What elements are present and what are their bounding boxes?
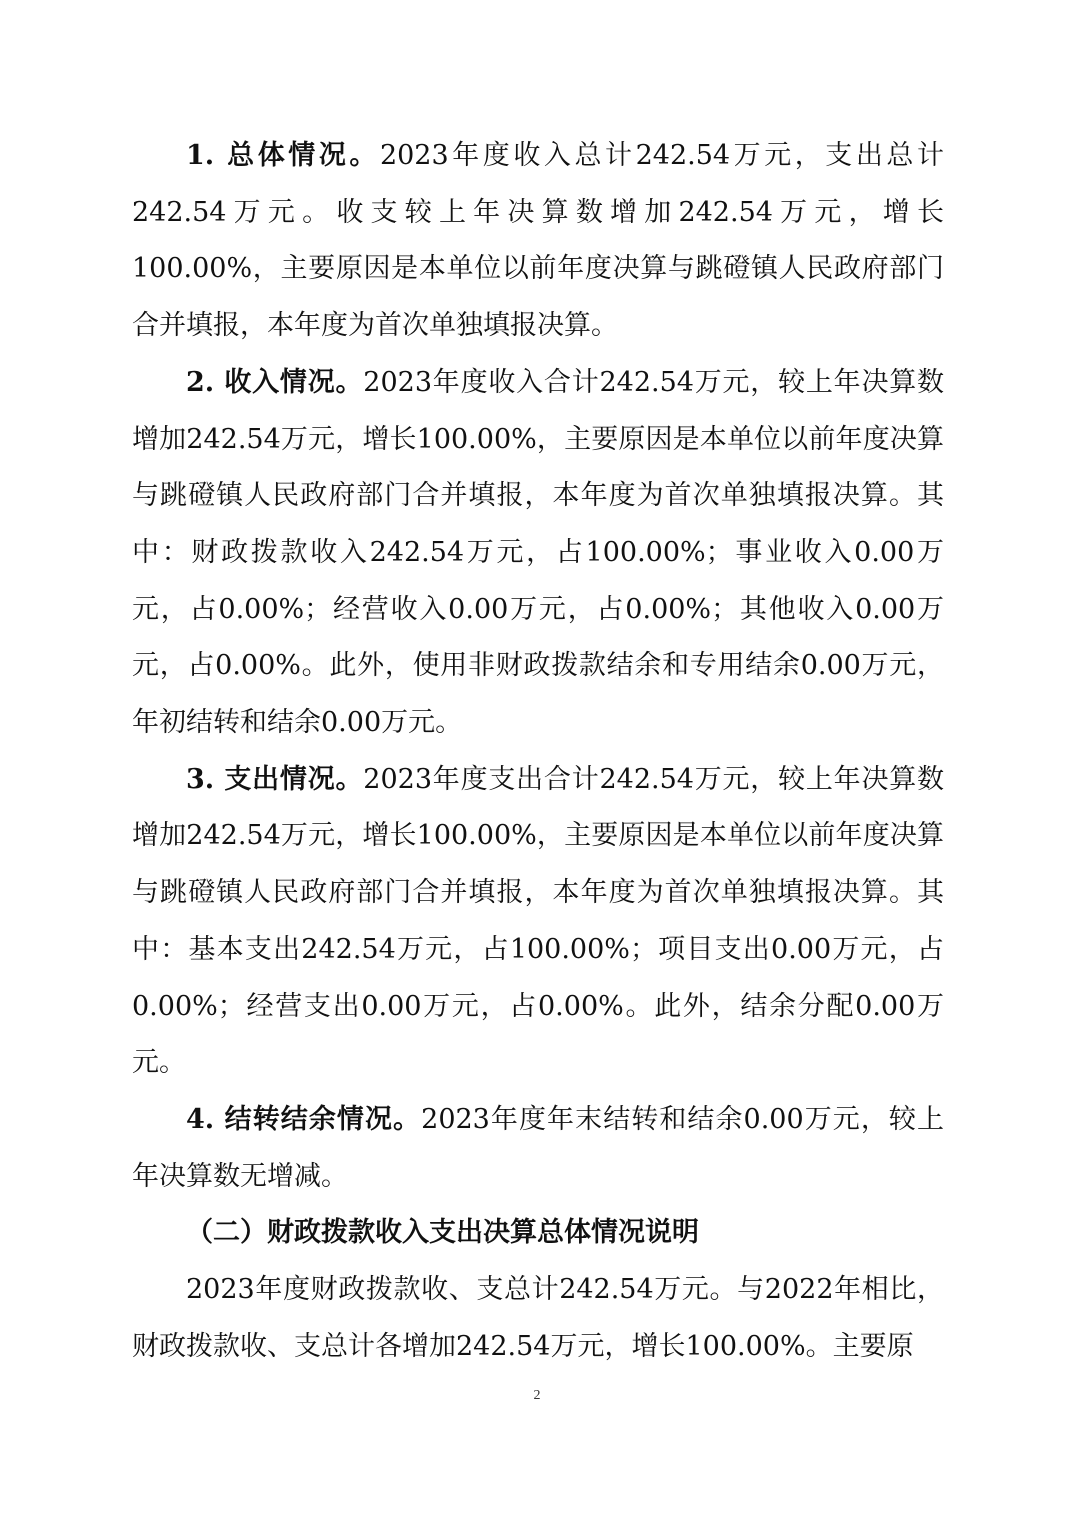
section-heading: （二）财政拨款收入支出决算总体情况说明 — [186, 1217, 699, 1249]
paragraph-body: 2023年度年末结转和结余0.00万元，较上年决算数无增减。 — [132, 1103, 944, 1192]
document-page — [132, 128, 944, 1375]
paragraph-income — [132, 355, 944, 752]
paragraph-heading: 3. 支出情况。 — [186, 763, 364, 795]
paragraph-carryover — [132, 1092, 944, 1205]
paragraph-body: 2023年度收入总计242.54万元，支出总计242.54万元。收支较上年决算数增加242.54万元，增长100.00%，主要原因是本单位以前年度决算与跳磴镇人民政府部门合并填报，本年度为首次单独填报决算。 — [132, 140, 944, 342]
paragraph-body: 2023年度支出合计242.54万元，较上年决算数增加242.54万元，增长100.00%，主要原因是本单位以前年度决算与跳磴镇人民政府部门合并填报，本年度为首次单独填报决算。其中：基本支出242.54万元，占100.00%；项目支出0.00万元，占0.00%；经营支出0.00万元，占0.00%。此外，结余分配0.00万元。 — [132, 763, 945, 1079]
paragraph-heading: 1. 总体情况。 — [186, 140, 380, 171]
section-paragraph: 2023年度财政拨款收、支总计242.54万元。与2022年相比，财政拨款收、支总计各增加242.54万元，增长100.00%。主要原 — [132, 1274, 944, 1362]
paragraph-body: 2023年度收入合计242.54万元，较上年决算数增加242.54万元，增长100.00%，主要原因是本单位以前年度决算与跳磴镇人民政府部门合并填报，本年度为首次单独填报决算。其中：财政拨款收入242.54万元，占100.00%；事业收入0.00万元，占0.00%；经营收入0.00万元，占0.00%；其他收入0.00万元，占0.00%。此外，使用非财政拨款结余和专用结余0.00万元，年初结转和结余0.00万元。 — [132, 366, 945, 739]
paragraph-heading: 4. 结转结余情况。 — [186, 1103, 422, 1135]
page-number: 2 — [533, 1388, 541, 1403]
paragraph-overall — [132, 128, 944, 355]
paragraph-expenditure — [132, 752, 944, 1092]
paragraph-heading: 2. 收入情况。 — [186, 366, 364, 398]
